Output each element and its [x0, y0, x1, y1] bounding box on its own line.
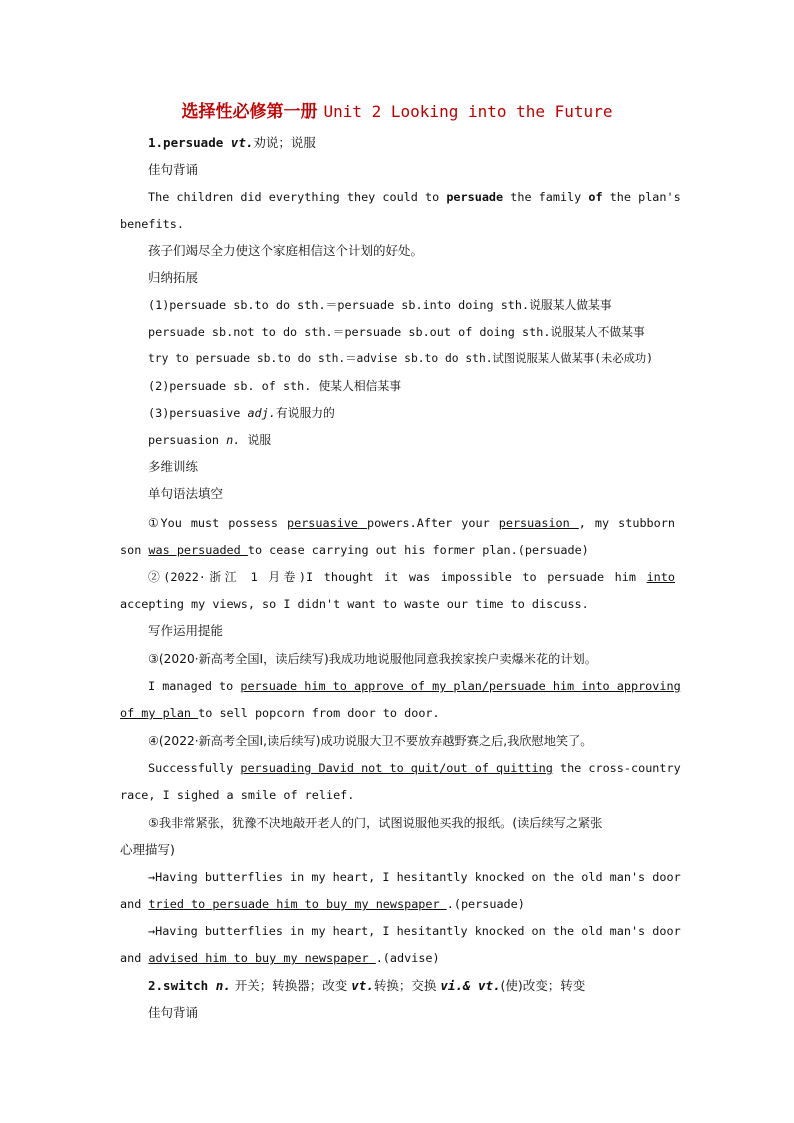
section-jiaju: 佳句背诵: [148, 162, 199, 177]
answer-blank: persuade him to approve of my plan/persuade him into approving: [240, 679, 681, 693]
question-2-cont: accepting my views, so I didn't want to waste our time to discuss.: [120, 597, 589, 611]
pattern-4: (2)persuade sb. of sth. 使某人相信某事: [148, 379, 402, 393]
example-sentence: The children did everything they could to persuade the family of the plan's: [148, 190, 681, 204]
section-guina: 归纳拓展: [148, 270, 199, 285]
question-1: ①You must possess persuasive powers.After your persuasion , my stubborn: [148, 516, 675, 530]
question-4-answer: Successfully persuading David not to quit/out of quitting the cross-country: [148, 761, 681, 775]
pattern-3: try to persuade sb.to do sth.＝advise sb.to do sth.试图说服某人做某事(未必成功): [148, 352, 654, 365]
answer-blank: persuading David not to quit/out of quitting: [240, 761, 553, 775]
example-sentence-cont: benefits.: [120, 217, 184, 231]
section-xiezuo: 写作运用提能: [148, 623, 224, 638]
section-jiaju-2: 佳句背诵: [148, 1005, 199, 1020]
title-cn: 选择性必修第一册: [181, 102, 324, 122]
pattern-6: persuasion n. 说服: [148, 433, 272, 447]
question-3-answer-cont: of my plan to sell popcorn from door to door.: [120, 706, 440, 720]
question-5: ⑤我非常紧张，犹豫不决地敲开老人的门，试图说服他买我的报纸。(读后续写之紧张: [148, 816, 603, 830]
question-5-answer-1-cont: and tried to persuade him to buy my newspaper .(persuade): [120, 897, 525, 911]
question-5-answer-2-cont: and advised him to buy my newspaper .(advise): [120, 951, 440, 965]
question-2: ②(2022·浙江 1 月卷)I thought it was impossible to persuade him into: [148, 570, 675, 584]
question-5-answer-1: →Having butterflies in my heart, I hesitantly knocked on the old man's door: [148, 870, 681, 884]
question-5-cont: 心理描写): [120, 842, 175, 857]
question-1-cont: son was persuaded to cease carrying out his former plan.(persuade): [120, 543, 589, 557]
section-duowei: 多维训练: [148, 459, 199, 474]
answer-blank: tried to persuade him to buy my newspaper: [148, 897, 447, 911]
pattern-5: (3)persuasive adj.有说服力的: [148, 406, 335, 420]
answer-blank: into: [646, 570, 675, 584]
section-danju: 单句语法填空: [148, 486, 224, 501]
question-5-answer-2: →Having butterflies in my heart, I hesitantly knocked on the old man's door: [148, 924, 681, 938]
answer-blank: was persuaded: [148, 543, 248, 557]
page-title: [0, 97, 794, 122]
title-en: Unit 2 Looking into the Future: [323, 102, 613, 121]
question-4-answer-cont: race, I sighed a smile of relief.: [120, 788, 355, 802]
answer-blank: of my plan: [120, 706, 199, 720]
entry-1-head: 1.persuade vt.劝说；说服: [148, 135, 316, 150]
pattern-2: persuade sb.not to do sth.＝persuade sb.out of doing sth.说服某人不做某事: [148, 325, 645, 339]
example-translation: 孩子们竭尽全力使这个家庭相信这个计划的好处。: [148, 243, 424, 258]
question-3: ③(2020·新高考全国Ⅰ，读后续写)我成功地说服他同意我挨家挨户卖爆米花的计划。: [148, 652, 597, 666]
question-4: ④(2022·新高考全国Ⅰ,读后续写)成功说服大卫不要放弃越野赛之后,我欣慰地笑了。: [148, 734, 593, 748]
entry-2-head: 2.switch n. 开关；转换器；改变 vt.转换；交换 vi.& vt.(使)改变；转变: [148, 978, 586, 993]
answer-blank: persuasive: [287, 516, 368, 530]
answer-blank: persuasion: [498, 516, 579, 530]
answer-blank: advised him to buy my newspaper: [148, 951, 376, 965]
question-3-answer: I managed to persuade him to approve of my plan/persuade him into approving: [148, 679, 681, 693]
pattern-1: (1)persuade sb.to do sth.＝persuade sb.into doing sth.说服某人做某事: [148, 298, 612, 312]
